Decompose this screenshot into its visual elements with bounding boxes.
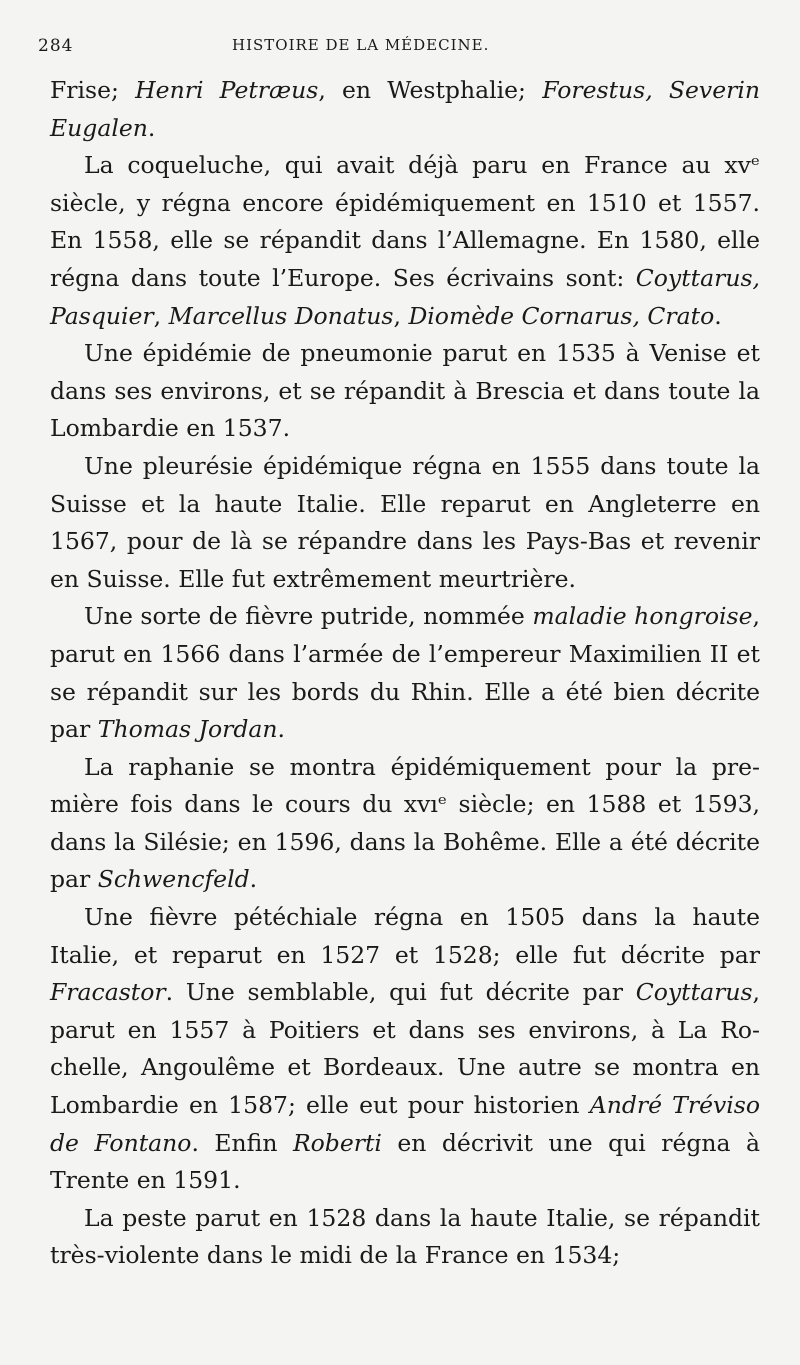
text-run: . — [277, 715, 286, 744]
text-run: , — [153, 301, 169, 330]
text-run: La raphanie se montra épidémiquement pour la première fois dans le cours du xvıᵉ siècle; en 1588 et 1593, dans la Silésie; en 1596, dans la Bohême. Elle a été décrite par — [50, 752, 760, 894]
text-run: , parut en 1557 à Poitiers et dans ses environs, à La Rochelle, Angoulême et Bordeaux. Une autre se montra en Lombardie en 1587; elle eut pour historien — [50, 978, 760, 1120]
page-number: 284 — [38, 36, 74, 56]
italic-name: Henri Petræus — [135, 76, 319, 104]
text-run: , — [393, 301, 409, 330]
body-text — [50, 72, 760, 1275]
italic-name: Diomède Cornarus, Crato — [408, 301, 715, 330]
italic-name: André Tréviso de Fontano — [50, 1091, 760, 1157]
paragraph — [50, 1200, 760, 1275]
paragraph — [50, 72, 760, 147]
italic-name: Marcellus Donatus — [168, 301, 394, 330]
text-run: Une fièvre pétéchiale régna en 1505 dans la haute Italie, et reparut en 1527 et 1528; elle fut décrite par — [50, 903, 760, 969]
italic-name: Roberti — [292, 1128, 382, 1157]
text-run: . — [249, 865, 258, 894]
text-run: , en Westphalie; — [318, 76, 543, 104]
paragraph — [50, 448, 760, 598]
paragraph — [50, 335, 760, 448]
italic-name: Fracastor — [50, 978, 166, 1007]
page-header — [38, 32, 760, 72]
text-run: . — [714, 301, 722, 330]
paragraph — [50, 749, 760, 899]
paragraph — [50, 598, 760, 748]
italic-name: maladie hongroise — [532, 602, 753, 631]
text-run: . Une semblable, qui fut décrite par — [165, 978, 636, 1007]
text-run: . — [147, 113, 156, 142]
italic-name: Forestus, Severin Eugalen — [50, 76, 760, 142]
paragraph — [50, 147, 760, 335]
italic-name: Coyttarus, Pasquier — [50, 263, 760, 330]
italic-name: Thomas Jordan — [97, 715, 278, 744]
text-run: . Enfin — [191, 1128, 293, 1157]
text-run: Une sorte de fièvre putride, nommée — [84, 602, 533, 631]
text-run: Une épidémie de pneumonie parut en 1535 à Venise et dans ses environs, et se répandit à Brescia et dans toute la Lombardie en 1537. — [50, 339, 760, 443]
italic-name: Coyttarus — [635, 978, 753, 1007]
text-run: , parut en 1566 dans l’armée de l’empereur Maximilien II et se répandit sur les bords du Rhin. Elle a été bien décrite par — [50, 602, 760, 744]
text-run: Frise; — [50, 76, 136, 104]
italic-name: Schwencfeld — [97, 865, 250, 894]
text-run: La coqueluche, qui avait déjà paru en France au xvᵉ siècle, y régna encore épidémiquement en 1510 et 1557. En 1558, elle se répandit dans l’Allemagne. En 1580, elle régna dans toute l’Europe. Ses écrivains sont: — [50, 151, 760, 292]
text-run: La peste parut en 1528 dans la haute Italie, se répandit très-violente dans le midi de la France en 1534; — [50, 1203, 760, 1270]
running-head: HISTOIRE DE LA MÉDECINE. — [232, 36, 490, 54]
text-run: en décrivit une qui régna à Trente en 1591. — [50, 1128, 761, 1195]
paragraph — [50, 899, 760, 1200]
text-run: Une pleurésie épidémique régna en 1555 dans toute la Suisse et la haute Italie. Elle reparut en Angleterre en 1567, pour de là se répandre dans les Pays-Bas et revenir en Suisse. Elle fut extrêmement meurtrière. — [50, 451, 760, 593]
